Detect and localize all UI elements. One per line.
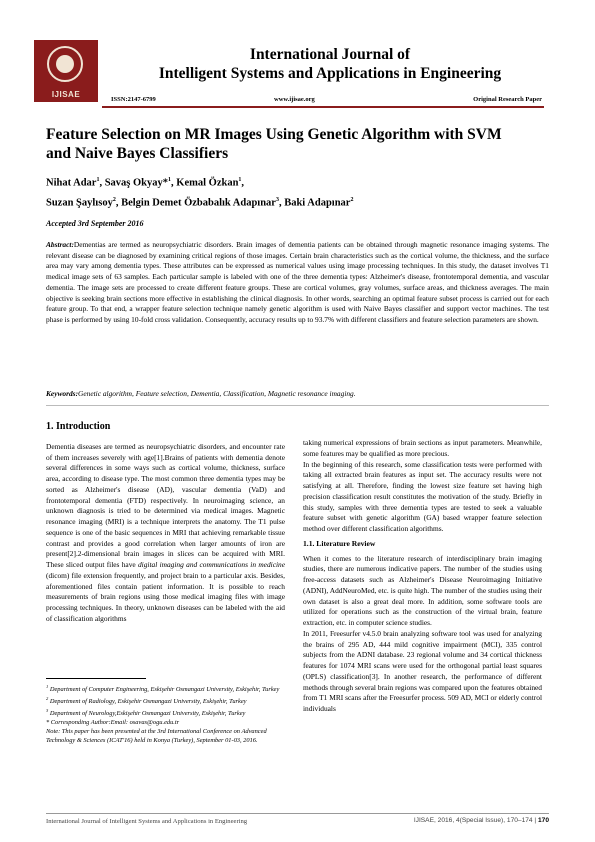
logo-text: IJISAE	[51, 90, 81, 99]
author-name: Belgin Demet Özbabalık Adapınar	[121, 197, 276, 208]
author-line1	[46, 172, 556, 192]
footnote	[46, 682, 285, 694]
abstract-text: Dementias are termed as neuropsychiatric disorders. Brain images of dementia patients can be obtained through magnetic resonance imaging systems. The relevant disease can be diagnosed by examining critical regions of those images. Certain brain characteristics such as the cortical volume, the thickness, and the surface area may vary among dementia types. These attributes can be expressed as numerical values using image processing techniques. In this study, the dataset involves T1 medical image sets of 63 samples. Each particular sample is labeled with one of the three dementia types: Alzheimer's disease, frontotemporal dementia, and vascular dementia. The image sets are processed to create different feature groups. These are cortical volumes, gray volumes, surface areas, and thickness averages. The main objective is seeking brain sections more effective in establishing the clinical diagnosis. In other words, searching an optimal feature subset process is carried out for each feature group. To that end, a wrapper feature selection technique namely genetic algorithm is used with Naive Bayes classifier and support vector machines. The test phase is performed by using 10-fold cross validation. Consequently, accuracy results up to 93.7% with different classifiers and feature selection parameters are shown.	[46, 240, 549, 324]
right-column	[303, 438, 542, 715]
author-name: Kemal Özkan	[176, 177, 239, 189]
author-name: Savaş Okyay*	[104, 177, 169, 189]
author-list	[46, 172, 556, 211]
paper-title-line2: and Naive Bayes Classifiers	[46, 145, 229, 162]
intro-text-part1: Dementia diseases are termed as neuropsychiatric disorders, and encounter rate of them increases severely with age[1].Brains of patients with dementia denote several differences in some ways such as cortical volume, thickness, surface area, according to disease type. The most common three dementia types may be sorted as Alzheimer's disease (AD), vascular dementia (VaD) and frontotemporal dementia (FTD) respectively. In neuroimaging science, an unknown diagnosis is tried to be determined via medical images. Magnetic resonance imaging (MRI) is a technique interprets the anatomy. The T1 pulse sequence is one of the basic sequences in MRI that achieving remarkable tissue contrast and provides a good correlation when larger amounts of iron are present[2].2-dimensional brain images in slices can be acquired with MRI. These sliced output files have	[46, 441, 285, 569]
footnotes	[46, 682, 285, 745]
subsection-heading-literature-review: 1.1. Literature Review	[303, 538, 376, 548]
footnote	[46, 706, 285, 718]
abstract	[46, 240, 549, 326]
journal-title	[110, 45, 550, 83]
logo-core-icon	[56, 55, 74, 73]
author-name: Baki Adapınar	[284, 197, 351, 208]
left-column	[46, 422, 285, 625]
intro-italic-term: digital imaging and communications in medicine	[137, 560, 285, 569]
paper-title	[46, 125, 556, 163]
keywords	[46, 389, 549, 400]
footnote-marker: 3	[46, 708, 49, 714]
keywords-label: Keywords:	[46, 389, 79, 398]
paper-title-line1: Feature Selection on MR Images Using Genetic Algorithm with SVM	[46, 126, 502, 143]
footnote	[46, 694, 285, 706]
intro-continuation: taking numerical expressions of brain sections as input parameters. Meanwhile, some features may be qualified as more precious.	[303, 438, 542, 458]
author-separator: ,	[278, 197, 285, 208]
footer-rule	[46, 813, 549, 814]
author-line2	[46, 192, 556, 212]
intro-text-part2: (dicom) file extension frequently, and project brain to a particular axis. Besides, aforementioned files contain patient information. It is possible to reach measurements of brain regions using those medical imaging files with image processing techniques. In theory, unknown diseases can be labeled with the aid of classification algorithms	[46, 570, 285, 623]
footer-citation-text: IJISAE, 2016, 4(Special Issue), 170–174 |	[413, 817, 537, 824]
keywords-text: Genetic algorithm, Feature selection, Dementia, Classification, Magnetic resonance imaging.	[78, 389, 356, 398]
header-rule	[102, 106, 544, 108]
footnote-text: Department of Radiology, Eskişehir Osmangazi University, Eskişehir, Turkey	[48, 698, 247, 706]
journal-title-line1: International Journal of	[249, 46, 411, 63]
footer-citation	[414, 817, 549, 824]
author-affiliation: 2	[350, 196, 354, 203]
accepted-date: Accepted 3rd September 2016	[46, 219, 144, 228]
footnote-corresponding: * Corresponding Author:Email: osavas@ogu.edu.tr	[46, 719, 180, 727]
journal-title-line2: Intelligent Systems and Applications in Engineering	[158, 65, 502, 82]
author-affiliation: 1	[96, 177, 100, 183]
author-name: Suzan Şaylısoy	[46, 197, 113, 208]
page-number: 170	[537, 817, 549, 824]
literature-paragraph-2: In 2011, Freesurfer v4.5.0 brain analyzing software tool was used for analyzing the brains of 295 AD, 444 mild cognitive impairment (MCI), 335 control subjects from the ADNI database. 23 regional volume and 34 cortical thickness features for 1074 MRI scans were used for the orthogonal partial least squares (OPLS) classification[3]. In another research, the performance of different methods through several brain regions was compared upon the features obtained from T1 MRI scans after the Freesurfer process. 509 AD, MCI or elderly control individuals	[303, 628, 542, 713]
section-heading-introduction: 1. Introduction	[46, 421, 111, 432]
journal-logo	[34, 40, 98, 102]
author-affiliation: 1	[168, 177, 172, 183]
section-divider	[46, 405, 549, 406]
footnote-rule	[46, 678, 146, 679]
footer-journal-name: International Journal of Intelligent Systems and Applications in Engineering	[46, 818, 248, 825]
author-separator: ,	[241, 177, 245, 189]
intro-paragraph-2: In the beginning of this research, some classification tests were performed with taking all extracted brain features as input set. The accuracy results were not satisfying at all. Therefore, finding the lowest size feature set having high precision classification result constitutes the motivation of the study. Briefly in this study, samples with three dementia types are tested to seek a valuable feature subset with genetic algorithm (GA) based wrapper feature selection method over different classification algorithms.	[303, 459, 542, 533]
author-affiliation: 3	[275, 196, 279, 203]
intro-paragraph	[46, 442, 285, 625]
author-name: Nihat Adar	[46, 177, 97, 189]
footnote-text: Department of Neurology,Eskişehir Osmangazi University, Eskişehir, Turkey	[48, 710, 246, 718]
footnote-text: Department of Computer Engineering, Eskişehir Osmangazi University, Eskişehir, Turkey	[48, 686, 280, 694]
abstract-label: Abstract:	[46, 240, 74, 249]
author-affiliation: 2	[112, 196, 116, 203]
journal-website: www.ijisae.org	[274, 96, 315, 103]
author-separator: ,	[171, 177, 177, 189]
author-affiliation: 1	[238, 177, 242, 183]
article-type: Original Research Paper	[473, 96, 542, 103]
author-separator: ,	[115, 197, 122, 208]
footnote-marker: 1	[46, 684, 49, 689]
issn: ISSN:2147-6799	[111, 96, 156, 103]
literature-paragraph-1: When it comes to the literature research of interdisciplinary brain imaging studies, there are numerous indicative papers. The number of the studies using free-access datasets such as Alzheimer's Disease Neuroimaging Initiative (ADNI), AddNeuroMed, etc. is quite high. The number of the studies using their own dataset is also a great deal more. In addition, some software tools are utilized for operations such as the construction of the virtual brain, feature extraction, etc. in computer science studies.	[303, 553, 542, 627]
author-separator: ,	[99, 177, 105, 189]
footnote-note: Note: This paper has been presented at the 3rd International Conference on Advanced Technology & Sciences (ICAT'16) held in Konya (Turkey), September 01-03, 2016.	[46, 728, 267, 745]
footnote-marker: 2	[46, 696, 49, 702]
